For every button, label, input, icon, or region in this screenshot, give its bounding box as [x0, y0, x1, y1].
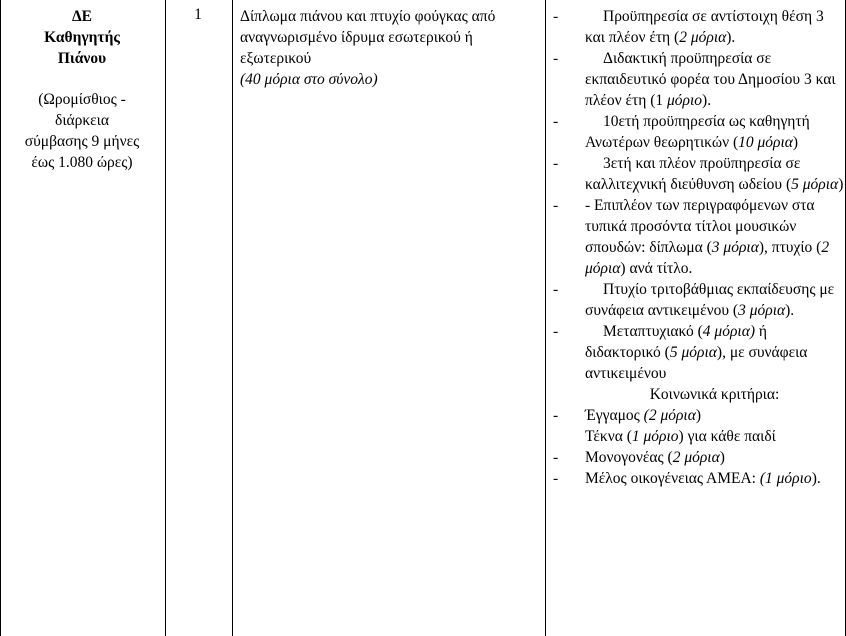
criterion-marriage: - Έγγαμος (2 μόρια): [553, 407, 702, 424]
position-cell: [0, 6, 164, 173]
criterion-item: - 3ετή και πλέον προϋπηρεσία σε καλλιτεχνική διεύθυνση ωδείου (5 μόρια): [553, 155, 844, 193]
social-criteria-heading: Κοινωνικά κριτήρια:: [649, 386, 780, 403]
table-border-col1: [165, 0, 166, 636]
contract-note: (Ωρομίσθιος - διάρκεια σύμβασης 9 μήνες έως 1.080 ώρες): [24, 91, 140, 171]
criteria-cell: [548, 6, 844, 489]
criterion-item: - - Επιπλέον των περιγραφόμενων στα τυπικά προσόντα τίτλοι μουσικών σπουδών: δίπλωμα (3 μόρια), πτυχίο (2 μόρια) ανά τίτλο.: [553, 197, 830, 277]
position-title: ΔΕ Καθηγητής Πιάνου: [44, 8, 120, 67]
criterion-item: - Προϋπηρεσία σε αντίστοιχη θέση 3 και πλέον έτη (2 μόρια).: [553, 8, 824, 46]
criterion-item: - 10ετή προϋπηρεσία ως καθηγητή Ανωτέρων θεωρητικών (10 μόρια): [553, 113, 810, 151]
table-border-col3: [545, 0, 546, 636]
criterion-disability: - Μέλος οικογένειας ΑΜΕΑ: (1 μόριο).: [553, 470, 821, 487]
table-border-col2: [232, 0, 233, 636]
criterion-children: Τέκνα (1 μόριο) για κάθε παιδί: [585, 428, 776, 445]
criterion-item: - Πτυχίο τριτοβάθμιας εκπαίδευσης με συνάφεια αντικειμένου (3 μόρια).: [553, 281, 835, 319]
criterion-single-parent: - Μονογονέας (2 μόρια): [553, 449, 725, 466]
total-points: (40 μόρια στο σύνολο): [240, 71, 378, 88]
criterion-item: - Μεταπτυχιακό (4 μόρια) ή διδακτορικό (5 μόρια), με συνάφεια αντικειμένου: [553, 323, 808, 382]
criterion-item: - Διδακτική προϋπηρεσία σε εκπαιδευτικό φορέα του Δημοσίου 3 και πλέον έτη (1 μόριο).: [553, 50, 836, 109]
qualification-text: Δίπλωμα πιάνου και πτυχίο φούγκας από αναγνωρισμένο ίδρυμα εσωτερικού ή εξωτερικού: [240, 8, 496, 67]
qualifications-cell: [240, 6, 540, 90]
position-count: 1: [194, 6, 202, 23]
